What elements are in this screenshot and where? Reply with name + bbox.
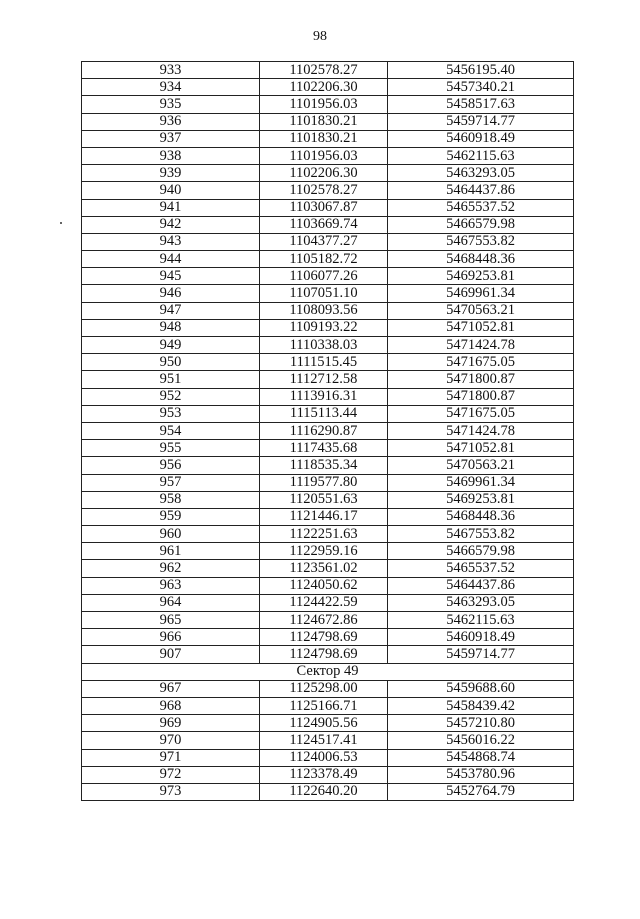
y-coordinate-cell: 5459714.77: [388, 113, 574, 130]
y-coordinate-cell: 5471424.78: [388, 337, 574, 354]
table-row: [82, 319, 574, 336]
point-number-cell: 939: [82, 165, 260, 182]
y-coordinate-cell: 5471675.05: [388, 405, 574, 422]
point-number-cell: 940: [82, 182, 260, 199]
y-coordinate-cell: 5470563.21: [388, 457, 574, 474]
y-coordinate-cell: 5467553.82: [388, 233, 574, 250]
point-number-cell: 957: [82, 474, 260, 491]
table-row: [82, 388, 574, 405]
point-number-cell: 936: [82, 113, 260, 130]
x-coordinate-cell: 1121446.17: [260, 508, 388, 525]
table-row: [82, 594, 574, 611]
table-row: [82, 766, 574, 783]
point-number-cell: 942: [82, 216, 260, 233]
table-row: [82, 96, 574, 113]
x-coordinate-cell: 1124422.59: [260, 594, 388, 611]
x-coordinate-cell: 1122640.20: [260, 783, 388, 800]
point-number-cell: 971: [82, 749, 260, 766]
point-number-cell: 958: [82, 491, 260, 508]
y-coordinate-cell: 5469253.81: [388, 491, 574, 508]
point-number-cell: 947: [82, 302, 260, 319]
point-number-cell: 948: [82, 319, 260, 336]
x-coordinate-cell: 1118535.34: [260, 457, 388, 474]
point-number-cell: 944: [82, 251, 260, 268]
table-row: [82, 560, 574, 577]
table-row: [82, 612, 574, 629]
x-coordinate-cell: 1116290.87: [260, 422, 388, 439]
table-row: [82, 79, 574, 96]
point-number-cell: 933: [82, 62, 260, 79]
table-row: [82, 405, 574, 422]
point-number-cell: 970: [82, 732, 260, 749]
x-coordinate-cell: 1106077.26: [260, 268, 388, 285]
x-coordinate-cell: 1104377.27: [260, 233, 388, 250]
table-row: [82, 182, 574, 199]
y-coordinate-cell: 5458439.42: [388, 697, 574, 714]
x-coordinate-cell: 1102578.27: [260, 182, 388, 199]
sector-label: Сектор 49: [82, 663, 574, 680]
y-coordinate-cell: 5454868.74: [388, 749, 574, 766]
point-number-cell: 943: [82, 233, 260, 250]
y-coordinate-cell: 5459688.60: [388, 680, 574, 697]
table-row: [82, 474, 574, 491]
x-coordinate-cell: 1123378.49: [260, 766, 388, 783]
y-coordinate-cell: 5462115.63: [388, 612, 574, 629]
point-number-cell: 951: [82, 371, 260, 388]
y-coordinate-cell: 5469253.81: [388, 268, 574, 285]
x-coordinate-cell: 1117435.68: [260, 440, 388, 457]
point-number-cell: 938: [82, 147, 260, 164]
point-number-cell: 959: [82, 508, 260, 525]
point-number-cell: 907: [82, 646, 260, 663]
point-number-cell: 950: [82, 354, 260, 371]
y-coordinate-cell: 5459714.77: [388, 646, 574, 663]
x-coordinate-cell: 1101830.21: [260, 113, 388, 130]
y-coordinate-cell: 5462115.63: [388, 147, 574, 164]
table-row: [82, 371, 574, 388]
y-coordinate-cell: 5453780.96: [388, 766, 574, 783]
y-coordinate-cell: 5466579.98: [388, 216, 574, 233]
point-number-cell: 937: [82, 130, 260, 147]
table-row: [82, 302, 574, 319]
table-row: [82, 113, 574, 130]
table-row: [82, 749, 574, 766]
point-number-cell: 972: [82, 766, 260, 783]
point-number-cell: 968: [82, 697, 260, 714]
x-coordinate-cell: 1102206.30: [260, 79, 388, 96]
point-number-cell: 960: [82, 526, 260, 543]
y-coordinate-cell: 5456195.40: [388, 62, 574, 79]
x-coordinate-cell: 1110338.03: [260, 337, 388, 354]
point-number-cell: 973: [82, 783, 260, 800]
x-coordinate-cell: 1108093.56: [260, 302, 388, 319]
table-row: [82, 732, 574, 749]
y-coordinate-cell: 5465537.52: [388, 199, 574, 216]
x-coordinate-cell: 1113916.31: [260, 388, 388, 405]
x-coordinate-cell: 1123561.02: [260, 560, 388, 577]
point-number-cell: 961: [82, 543, 260, 560]
x-coordinate-cell: 1103067.87: [260, 199, 388, 216]
x-coordinate-cell: 1109193.22: [260, 319, 388, 336]
point-number-cell: 954: [82, 422, 260, 439]
x-coordinate-cell: 1119577.80: [260, 474, 388, 491]
point-number-cell: 935: [82, 96, 260, 113]
x-coordinate-cell: 1120551.63: [260, 491, 388, 508]
table-row: [82, 543, 574, 560]
x-coordinate-cell: 1101830.21: [260, 130, 388, 147]
y-coordinate-cell: 5456016.22: [388, 732, 574, 749]
point-number-cell: 941: [82, 199, 260, 216]
point-number-cell: 966: [82, 629, 260, 646]
scan-speck: [60, 222, 62, 224]
y-coordinate-cell: 5457210.80: [388, 715, 574, 732]
table-row: [82, 165, 574, 182]
y-coordinate-cell: 5466579.98: [388, 543, 574, 560]
table-row: [82, 268, 574, 285]
table-row: [82, 508, 574, 525]
coordinates-table: [81, 61, 574, 801]
y-coordinate-cell: 5468448.36: [388, 508, 574, 525]
table-row: [82, 199, 574, 216]
point-number-cell: 956: [82, 457, 260, 474]
table-row: [82, 285, 574, 302]
point-number-cell: 955: [82, 440, 260, 457]
y-coordinate-cell: 5470563.21: [388, 302, 574, 319]
y-coordinate-cell: 5460918.49: [388, 629, 574, 646]
y-coordinate-cell: 5463293.05: [388, 594, 574, 611]
y-coordinate-cell: 5465537.52: [388, 560, 574, 577]
table-row: [82, 62, 574, 79]
y-coordinate-cell: 5471424.78: [388, 422, 574, 439]
table-row: [82, 251, 574, 268]
point-number-cell: 946: [82, 285, 260, 302]
coordinates-table-container: [81, 61, 573, 801]
table-row: [82, 680, 574, 697]
x-coordinate-cell: 1111515.45: [260, 354, 388, 371]
point-number-cell: 949: [82, 337, 260, 354]
coordinates-table-body: [82, 62, 574, 801]
x-coordinate-cell: 1105182.72: [260, 251, 388, 268]
x-coordinate-cell: 1125166.71: [260, 697, 388, 714]
y-coordinate-cell: 5464437.86: [388, 577, 574, 594]
table-row: [82, 526, 574, 543]
y-coordinate-cell: 5471800.87: [388, 371, 574, 388]
x-coordinate-cell: 1112712.58: [260, 371, 388, 388]
table-row: [82, 491, 574, 508]
point-number-cell: 945: [82, 268, 260, 285]
x-coordinate-cell: 1125298.00: [260, 680, 388, 697]
point-number-cell: 962: [82, 560, 260, 577]
table-row: [82, 422, 574, 439]
x-coordinate-cell: 1122959.16: [260, 543, 388, 560]
x-coordinate-cell: 1124672.86: [260, 612, 388, 629]
y-coordinate-cell: 5458517.63: [388, 96, 574, 113]
table-row: [82, 216, 574, 233]
x-coordinate-cell: 1101956.03: [260, 147, 388, 164]
point-number-cell: 964: [82, 594, 260, 611]
x-coordinate-cell: 1124798.69: [260, 646, 388, 663]
point-number-cell: 963: [82, 577, 260, 594]
sector-header-row: [82, 663, 574, 680]
point-number-cell: 967: [82, 680, 260, 697]
x-coordinate-cell: 1124517.41: [260, 732, 388, 749]
table-row: [82, 715, 574, 732]
x-coordinate-cell: 1124798.69: [260, 629, 388, 646]
y-coordinate-cell: 5469961.34: [388, 474, 574, 491]
y-coordinate-cell: 5469961.34: [388, 285, 574, 302]
x-coordinate-cell: 1124905.56: [260, 715, 388, 732]
y-coordinate-cell: 5471052.81: [388, 440, 574, 457]
table-row: [82, 130, 574, 147]
y-coordinate-cell: 5460918.49: [388, 130, 574, 147]
point-number-cell: 934: [82, 79, 260, 96]
y-coordinate-cell: 5464437.86: [388, 182, 574, 199]
point-number-cell: 952: [82, 388, 260, 405]
table-row: [82, 783, 574, 800]
x-coordinate-cell: 1124006.53: [260, 749, 388, 766]
x-coordinate-cell: 1101956.03: [260, 96, 388, 113]
point-number-cell: 965: [82, 612, 260, 629]
x-coordinate-cell: 1122251.63: [260, 526, 388, 543]
y-coordinate-cell: 5463293.05: [388, 165, 574, 182]
y-coordinate-cell: 5471052.81: [388, 319, 574, 336]
table-row: [82, 457, 574, 474]
point-number-cell: 953: [82, 405, 260, 422]
x-coordinate-cell: 1103669.74: [260, 216, 388, 233]
table-row: [82, 337, 574, 354]
point-number-cell: 969: [82, 715, 260, 732]
page-number: 98: [313, 29, 327, 44]
x-coordinate-cell: 1107051.10: [260, 285, 388, 302]
y-coordinate-cell: 5467553.82: [388, 526, 574, 543]
y-coordinate-cell: 5471675.05: [388, 354, 574, 371]
x-coordinate-cell: 1102578.27: [260, 62, 388, 79]
y-coordinate-cell: 5452764.79: [388, 783, 574, 800]
table-row: [82, 646, 574, 663]
table-row: [82, 697, 574, 714]
x-coordinate-cell: 1115113.44: [260, 405, 388, 422]
table-row: [82, 629, 574, 646]
x-coordinate-cell: 1102206.30: [260, 165, 388, 182]
y-coordinate-cell: 5468448.36: [388, 251, 574, 268]
y-coordinate-cell: 5471800.87: [388, 388, 574, 405]
y-coordinate-cell: 5457340.21: [388, 79, 574, 96]
table-row: [82, 577, 574, 594]
x-coordinate-cell: 1124050.62: [260, 577, 388, 594]
table-row: [82, 354, 574, 371]
table-row: [82, 440, 574, 457]
table-row: [82, 147, 574, 164]
table-row: [82, 233, 574, 250]
